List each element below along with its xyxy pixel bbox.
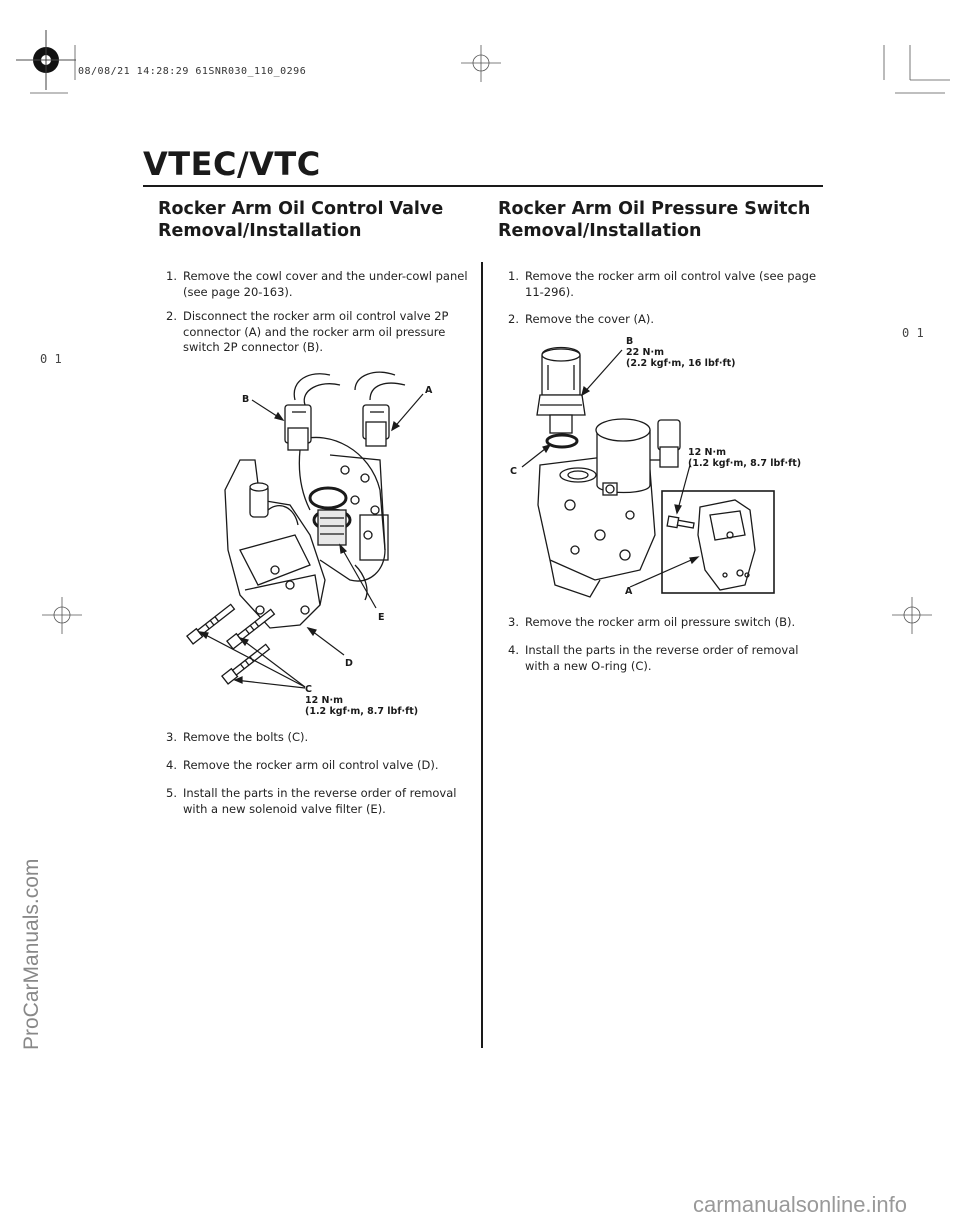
step-text: Remove the bolts (C). bbox=[183, 730, 309, 744]
step-text: Remove the cover (A). bbox=[525, 312, 654, 326]
crosshair-icon bbox=[892, 597, 932, 634]
step-text: (see page 20-163). bbox=[183, 284, 293, 299]
step-number: 2. bbox=[166, 309, 177, 323]
step-number: 4. bbox=[166, 758, 177, 772]
step-text: switch 2P connector (B). bbox=[183, 340, 324, 354]
crosshair-icon bbox=[461, 45, 501, 82]
left-figure-label-b: B bbox=[242, 394, 250, 405]
right-figure-torque-bolt-line2: (1.2 kgf·m, 8.7 lbf·ft) bbox=[688, 458, 802, 469]
left-figure-label-e: E bbox=[378, 612, 385, 623]
step-number: 4. bbox=[508, 643, 519, 657]
left-figure-label-c: C bbox=[305, 684, 312, 695]
step-text: Install the parts in the reverse order of removal bbox=[525, 643, 799, 657]
step-text: Install the parts in the reverse order of removal bbox=[183, 786, 457, 800]
oil-pressure-switch-figure bbox=[500, 335, 790, 605]
corner-mark-left: 0 1 bbox=[40, 352, 62, 366]
step-number: 5. bbox=[166, 786, 177, 800]
left-figure-torque-c-line2: (1.2 kgf·m, 8.7 lbf·ft) bbox=[305, 706, 419, 717]
step-text: Remove the rocker arm oil control valve (D). bbox=[183, 758, 439, 772]
step-text: connector (A) and the rocker arm oil pressure bbox=[183, 324, 446, 339]
crosshair-icon bbox=[42, 597, 82, 634]
step-number: 3. bbox=[508, 615, 519, 629]
step-text: with a new O-ring (C). bbox=[525, 658, 652, 673]
right-heading-line2: Removal/Installation bbox=[498, 221, 702, 241]
left-heading-line2: Removal/Installation bbox=[158, 221, 362, 241]
step-number: 3. bbox=[166, 730, 177, 744]
left-figure-torque-c-line1: 12 N·m bbox=[305, 695, 343, 706]
right-figure-label-b: B bbox=[626, 336, 634, 347]
side-watermark: ProCarManuals.com bbox=[20, 858, 43, 1050]
bottom-watermark: carmanualsonline.info bbox=[693, 1192, 908, 1217]
left-heading-line1: Rocker Arm Oil Control Valve bbox=[158, 199, 444, 219]
step-text: with a new solenoid valve filter (E). bbox=[183, 801, 386, 816]
left-figure-label-a: A bbox=[425, 385, 433, 396]
right-heading bbox=[498, 198, 810, 242]
left-figure-label-d: D bbox=[345, 658, 353, 669]
section-title: VTEC/VTC bbox=[143, 145, 321, 183]
right-heading-line1: Rocker Arm Oil Pressure Switch bbox=[498, 199, 811, 219]
title-rule bbox=[143, 185, 823, 187]
right-figure-torque-b-line2: (2.2 kgf·m, 16 lbf·ft) bbox=[626, 358, 736, 369]
step-text: Remove the rocker arm oil pressure switch (B). bbox=[525, 615, 796, 629]
corner-mark-right: 0 1 bbox=[902, 326, 924, 340]
step-number: 1. bbox=[166, 269, 177, 283]
left-heading bbox=[158, 198, 443, 242]
step-number: 2. bbox=[508, 312, 519, 326]
column-divider bbox=[481, 262, 483, 1048]
step-text: 11-296). bbox=[525, 284, 574, 299]
step-text: Remove the cowl cover and the under-cowl panel bbox=[183, 269, 468, 283]
right-figure-label-c: C bbox=[510, 466, 517, 477]
oil-control-valve-figure bbox=[180, 360, 450, 700]
right-figure-torque-bolt-line1: 12 N·m bbox=[688, 447, 726, 458]
step-text: Remove the rocker arm oil control valve (see page bbox=[525, 269, 817, 283]
crosshair-target-icon bbox=[16, 30, 76, 90]
print-stamp: 08/08/21 14:28:29 61SNR030_110_0296 bbox=[78, 66, 307, 77]
right-figure-label-a: A bbox=[625, 586, 633, 597]
right-figure-torque-b-line1: 22 N·m bbox=[626, 347, 664, 358]
step-text: Disconnect the rocker arm oil control valve 2P bbox=[183, 309, 449, 323]
step-number: 1. bbox=[508, 269, 519, 283]
